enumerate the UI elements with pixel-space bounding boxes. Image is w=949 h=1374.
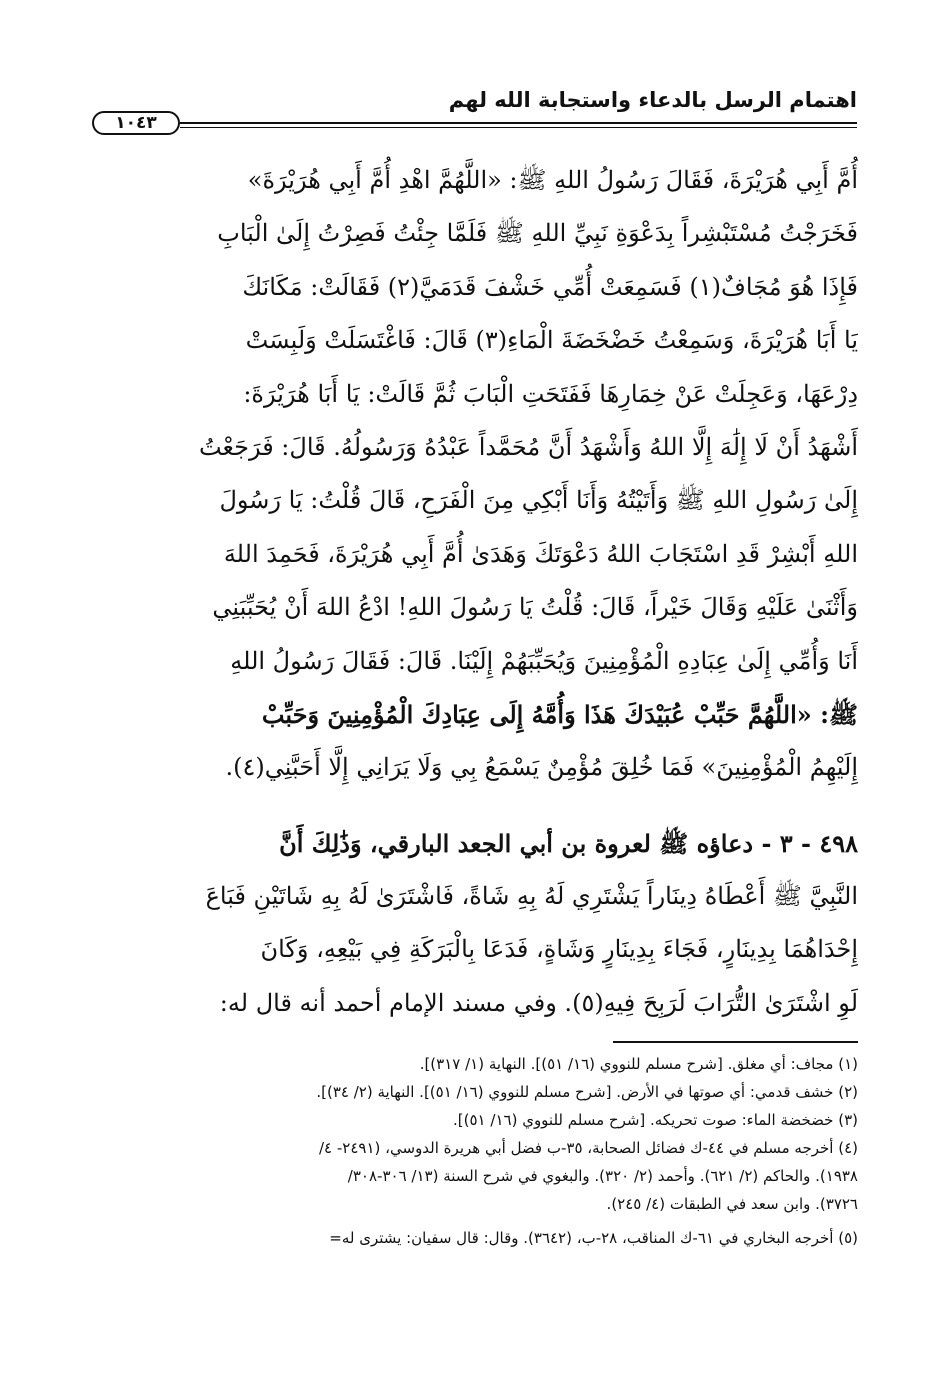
section-498 xyxy=(96,817,858,1031)
footnote-4-cont: ١٩٣٨). والحاكم (٢/ ٦٢١). وأحمد (٢/ ٣٢٠). والبغوي في شرح السنة (١٣/ ٣٠٦-٣٠٨/ xyxy=(347,1167,858,1185)
text-line: اللهِ أَبْشِرْ قَدِ اسْتَجَابَ اللهُ دَعْوَتَكَ وَهَدَىٰ أُمَّ أَبِي هُرَيْرَةَ، فَحَمِدَ اللهَ xyxy=(223,539,858,568)
page-number: ١٠٤٣ xyxy=(92,111,180,135)
footnote-5: (٥) أخرجه البخاري في ٦١-ك المناقب، ٢٨-ب، (٣٦٤٢). وقال: قال سفيان: يشترى له= xyxy=(329,1229,858,1247)
footnote-3: (٣) خضخضة الماء: صوت تحريكه. [شرح مسلم للنووي (١٦/ ٥١)]. xyxy=(453,1111,858,1129)
text-line: يَا أَبَا هُرَيْرَةَ، وَسَمِعْتُ خَضْخَضَةَ الْمَاءِ(٣) قَالَ: فَاغْتَسَلَتْ وَلَبِسَتْ xyxy=(245,326,858,355)
header-rule xyxy=(180,122,857,124)
section-heading-line: ٤٩٨ - ٣ - دعاؤه ﷺ لعروة بن أبي الجعد البارقي، وَذَٰلِكَ أَنَّ xyxy=(279,828,858,858)
footnote-separator xyxy=(613,1041,858,1043)
text-line: أُمَّ أَبِي هُرَيْرَةَ، فَقَالَ رَسُولُ اللهِ ﷺ: «اللَّهُمَّ اهْدِ أُمَّ أَبِي هُرَيْرَةَ» xyxy=(247,166,858,194)
text-line: النَّبِيَّ ﷺ أَعْطَاهُ دِينَاراً يَشْتَرِي لَهُ بِهِ شَاةً، فَاشْتَرَىٰ لَهُ بِهِ شَاتَيْنِ فَبَاعَ xyxy=(205,882,858,911)
text-line: أَنَا وَأُمِّي إِلَىٰ عِبَادِهِ الْمُؤْمِنِينَ وَيُحَبِّبَهُمْ إِلَيْنَا. قَالَ: فَقَالَ رَسُولُ اللهِ xyxy=(230,646,858,675)
header-rule-thin xyxy=(180,127,857,128)
text-line: أَشْهَدُ أَنْ لَا إِلَٰهَ إِلَّا اللهُ وَأَشْهَدُ أَنَّ مُحَمَّداً عَبْدُهُ وَرَسُولُهُ. قَالَ: فَرَجَعْتُ xyxy=(198,432,858,461)
text-line: دِرْعَهَا، وَعَجِلَتْ عَنْ خِمَارِهَا فَفَتَحَتِ الْبَابَ ثُمَّ قَالَتْ: يَا أَبَا هُرَيْرَةَ: xyxy=(243,379,858,408)
footnote-2: (٢) خشف قدمي: أي صوتها في الأرض. [شرح مسلم للنووي (١٦/ ٥١)]. النهاية (٢/ ٣٤)]. xyxy=(316,1083,858,1101)
text-line: إِحْدَاهُمَا بِدِينَارٍ، فَجَاءَ بِدِينَارٍ وَشَاةٍ، فَدَعَا بِالْبَرَكَةِ فِي بَيْعِهِ، وَكَانَ xyxy=(260,935,858,964)
running-title: اهتمام الرسل بالدعاء واستجابة الله لهم xyxy=(448,88,857,112)
text-line: فَإِذَا هُوَ مُجَافٌ(١) فَسَمِعَتْ أُمِّي خَشْفَ قَدَمَيَّ(٢) فَقَالَتْ: مَكَانَكَ xyxy=(242,272,858,301)
text-line: لَوِ اشْتَرَىٰ التُّرَابَ لَرَبِحَ فِيهِ(٥). وفي مسند الإمام أحمد أنه قال له: xyxy=(219,988,858,1017)
footnote-4: (٤) أخرجه مسلم في ٤٤-ك فضائل الصحابة، ٣٥-ب فضل أبي هريرة الدوسي، (٢٤٩١- ٤/ xyxy=(318,1139,858,1157)
text-line: فَخَرَجْتُ مُسْتَبْشِراً بِدَعْوَةِ نَبِيِّ اللهِ ﷺ فَلَمَّا جِئْتُ فَصِرْتُ إِلَىٰ الْبَابِ xyxy=(217,219,858,248)
footnote-1: (١) مجاف: أي مغلق. [شرح مسلم للنووي (١٦/ ٥١)]. النهاية (١/ ٣١٧)]. xyxy=(419,1055,858,1073)
page-header xyxy=(92,70,857,136)
footnotes xyxy=(96,1050,858,1252)
text-line: وَأَثْنَىٰ عَلَيْهِ وَقَالَ خَيْراً، قَالَ: قُلْتُ يَا رَسُولَ اللهِ! ادْعُ اللهَ أَنْ يُحَبِّبَنِي xyxy=(212,593,858,622)
hadith-line: ﷺ: «اللَّهُمَّ حَبِّبْ عُبَيْدَكَ هَذَا وَأُمَّهُ إِلَى عِبَادِكَ الْمُؤْمِنِينَ وَحَبِّبْ xyxy=(261,699,858,729)
text-line: إِلَىٰ رَسُولِ اللهِ ﷺ وَأَتَيْتُهُ وَأَنَا أَبْكِي مِنَ الْفَرَحِ، قَالَ قُلْتُ: يَا رَسُولَ xyxy=(219,486,858,515)
footnote-4-cont: ٣٧٢٦). وابن سعد في الطبقات (٤/ ٢٤٥). xyxy=(606,1195,858,1213)
main-text xyxy=(96,154,858,1030)
text-line: إِلَيْهِمُ الْمُؤْمِنِينَ» فَمَا خُلِقَ مُؤْمِنٌ يَسْمَعُ بِي وَلَا يَرَانِي إِلَّا أَحَبَّنِي(٤). xyxy=(225,753,858,782)
